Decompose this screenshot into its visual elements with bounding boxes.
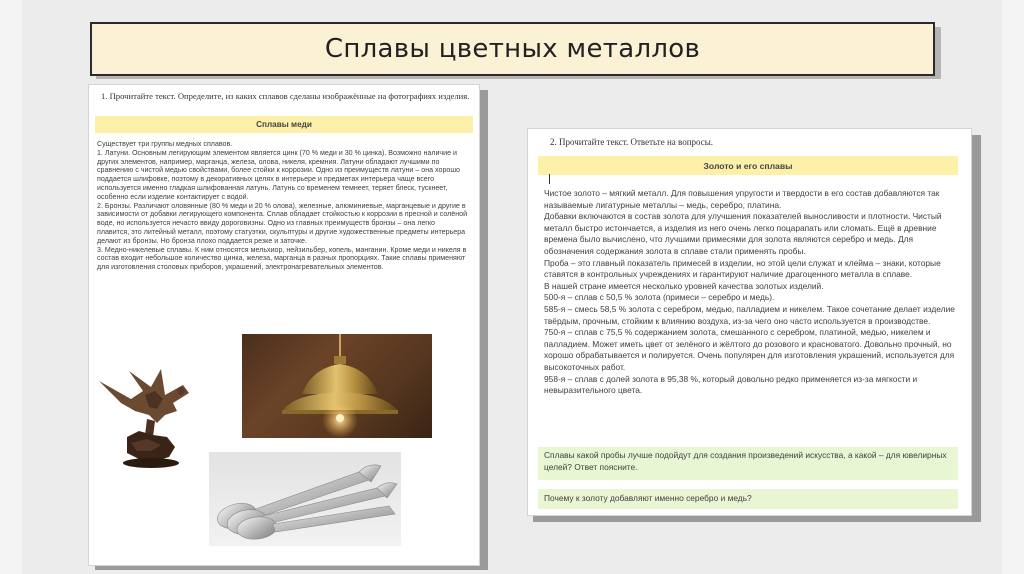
slide-left-strip — [0, 0, 22, 574]
slide-title-box — [90, 22, 935, 76]
page2-heading: Золото и его сплавы — [538, 156, 958, 175]
eagle-statuette-image — [91, 351, 199, 471]
page2-paragraph: 500-я – сплав с 50,5 % золота (примеси – серебро и медь). — [544, 292, 775, 303]
page2-paragraph: Чистое золото – мягкий металл. Для повышения упругости и твердости в его состав добавляются так называемые лигатурные металлы – медь, серебро, платина. — [544, 188, 940, 210]
page2-paragraph: 958-я – сплав с долей золота в 95,38 %, который довольно редко применяется из-за мягкости и невыразительного цвета. — [544, 373, 918, 396]
silver-spoons-image — [209, 452, 401, 546]
page2-paragraph: Добавки включаются в состав золота для улучшения показателей выносливости и плотности. Чистый металл быстро истончается, а изделия из него очень легко поцарапать или сломать. Ещё в древние времена было вычислено, что лучшими примесями для золота являются серебро и медь. Для обозначения содержания золота в сплаве стали применять пробы. — [544, 211, 942, 256]
text-cursor — [549, 174, 550, 184]
page1-body — [97, 140, 469, 272]
page2-paragraph: Проба – это главный показатель примесей в изделии, но этой цели служат и клейма – знаки, которые ставятся в контрольных учреждениях и гарантируют наличие драгоценного металла в сплаве. — [544, 257, 941, 280]
question-box-1: Сплавы какой пробы лучше подойдут для создания произведений искусства, а какой – для ювелирных целей? Ответ поясните. — [538, 447, 958, 480]
page2-paragraph: 750-я – сплав с 75,5 % содержанием золота, смешанного с серебром, платиной, медью, никелем и палладием. Может иметь цвет от зелёного и жёлтого до розового и красноватого. Довольно прочный, но хорошо обрабатывается и полируется. Очень популярен для изготовления украшений, используется для высокоточных работ. — [544, 327, 955, 372]
worksheet-page-copper — [88, 84, 480, 566]
page1-paragraph: Существует три группы медных сплавов. — [97, 140, 233, 148]
page1-paragraph: 3. Медно-никелевые сплавы. К ним относятся мельхиор, нейзильбер, копель, манганин. Кроме меди и никеля в состав входит небольшое количество цинка, железа, марганца в разных пропорциях. Такие сплавы применяют для изготовления столовых приборов, украшений, электронагревательных элементов. — [97, 245, 467, 272]
worksheet-page-gold — [527, 128, 972, 516]
brass-pendant-lamp-image — [242, 334, 432, 438]
slide-title: Сплавы цветных металлов — [324, 34, 701, 64]
page1-heading: Сплавы меди — [95, 116, 473, 133]
page2-paragraph: 585-я – смесь 58,5 % золота с серебром, медью, палладием и никелем. Такое сочетание делает изделие твёрдым, прочным, стойким к влиянию воздуха, из-за чего оно часто используется в производстве. — [544, 303, 955, 326]
question-box-2: Почему к золоту добавляют именно серебро и медь? — [538, 489, 958, 509]
slide-right-strip — [1002, 0, 1024, 574]
page1-paragraph: 1. Латуни. Основным легирующим элементом является цинк (70 % меди и 30 % цинка). Возможно наличие и других элементов, например, марганца, железа, олова, никеля, кремния. Латуни обладают лучшими по сравнению с чистой медью свойствами, более стойки к коррозии. Одно из преимуществ латуни – она хорошо поддается шлифовке, поэтому в декоративных целях в интерьере и предметах интерьера чаще всего используется именно гладкая шлифованная латунь. Латунь со временем темнеет, теряет блеск, тускнеет, особенно если изделие контактирует с водой. — [97, 148, 460, 201]
page2-instruction: 2. Прочитайте текст. Ответьте на вопросы. — [550, 137, 714, 147]
page1-paragraph: 2. Бронзы. Различают оловянные (80 % меди и 20 % олова), железные, алюминиевые, марганцевые и другие в зависимости от добавки легирующего компонента. Сплав обладает стойкостью к коррозии в пресной и солёной воде, но используется нечасто ввиду дороговизны. Одно из главных преимуществ бронзы – она легко плавится, это литейный металл, поэтому статуэтки, скульптуры и другие художественные предметы интерьера делают из бронзы. Но бронза плохо поддается резке и заточке. — [97, 201, 468, 245]
page1-instruction: 1. Прочитайте текст. Определите, из каких сплавов сделаны изображённые на фотографиях изделия. — [101, 91, 470, 101]
page2-paragraph: В нашей стране имеется несколько уровней качества золотых изделий. — [544, 280, 824, 291]
page2-body — [544, 188, 962, 397]
